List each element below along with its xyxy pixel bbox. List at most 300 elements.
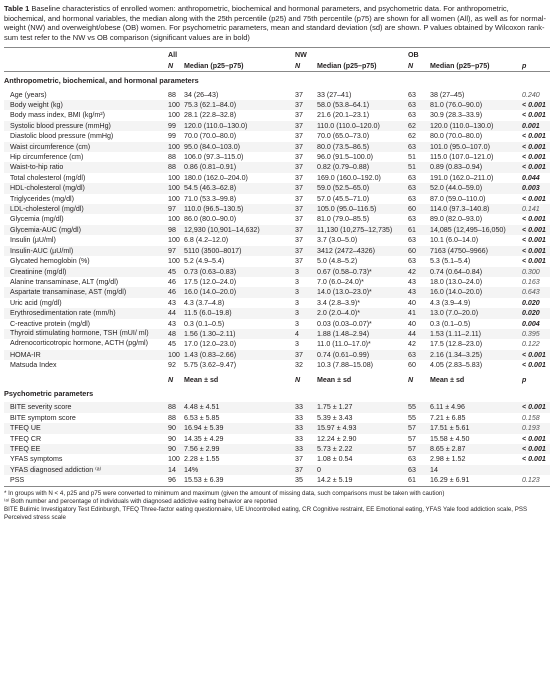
n-nw: 4 [295,329,317,339]
p-value: < 0.001 [522,132,546,141]
value-nw: 110.0 (110.0–120.0) [317,121,408,131]
parameter-name: TFEQ UE [4,423,168,433]
parameter-name: Body weight (kg) [4,100,168,110]
parameter-name: Matsuda Index [10,361,57,370]
n-ob: 60 [408,361,416,370]
mean-sd-header: Mean ± sd [317,375,352,384]
p-value: < 0.001 [522,225,550,235]
n-nw: 37 [295,194,303,203]
table-row [4,256,550,266]
n-ob: 55 [408,413,416,422]
p-value: 0.020 [522,308,550,318]
p-value [522,465,550,475]
value-all: 14% [184,465,295,475]
n-ob: 63 [408,90,416,99]
parameter-name: Thyroid stimulating hormone, TSH (mUI/ ml) [4,329,168,339]
value-nw: 7.0 (6.0–24.0)* [317,277,364,286]
n-ob: 55 [408,402,430,412]
value-ob: 1.53 (1.11–2.11) [430,329,522,339]
table-row [4,142,550,152]
n-ob: 42 [408,267,430,277]
value-nw: 10.3 (7.88–15.08) [317,361,374,370]
n-ob: 57 [408,444,430,454]
value-nw: 0.82 (0.79–0.88) [317,162,408,172]
value-ob: 0.74 (0.64–0.84) [430,267,522,277]
n-all: 46 [168,287,184,297]
n-header: N [168,61,174,70]
n-ob: 63 [408,465,430,475]
median-header: Median (p25–p75) [430,61,490,70]
value-all: 180.0 (162.0–204.0) [184,173,248,182]
table-row [4,298,550,308]
value-all: 15.53 ± 6.39 [184,475,295,486]
value-all: 5.75 (3.62–9.47) [184,361,237,370]
parameter-name: Diastolic blood pressure (mmHg) [10,132,114,141]
value-nw: 57.0 (45.5–71.0) [317,194,370,203]
table-row [4,402,550,412]
parameter-name: Aspartate transaminase, AST (mg/dl) [4,287,168,297]
p-value: 0.004 [522,319,540,328]
value-ob: 4.3 (3.9–4.9) [430,298,471,307]
value-all: 71.0 (53.3–99.8) [184,194,237,203]
p-value: < 0.001 [522,402,550,412]
table-row [4,225,550,235]
p-value: < 0.001 [522,361,546,370]
value-all: 1.56 (1.30–2.11) [184,329,295,339]
p-value: 0.044 [522,173,540,182]
n-ob: 62 [408,121,430,131]
p-value: 0.001 [522,121,550,131]
n-all: 97 [168,246,184,256]
p-value: 0.020 [522,298,540,307]
n-ob: 63 [408,350,430,360]
table-row [4,319,550,329]
group-all-header: All [168,48,184,61]
table-row [4,413,550,423]
p-value: 0.158 [522,413,540,422]
parameter-name: Insulin-AUC (µU/ml) [4,246,168,256]
value-ob: 89.0 (82.0–93.0) [430,215,483,224]
n-nw: 3 [295,298,299,307]
value-ob: 2.16 (1.34–3.25) [430,350,522,360]
value-ob: 4.05 (2.83–5.83) [430,361,483,370]
parameter-name: Hip circumference (cm) [10,153,84,162]
value-all: 0.3 (0.1–0.5) [184,319,225,328]
p-value: < 0.001 [522,434,546,443]
n-all: 88 [168,162,184,172]
value-nw: 3.4 (2.8–3.9)* [317,298,360,307]
parameter-name: Adrenocorticotropic hormone, ACTH (pg/ml) [10,339,148,348]
table-row [4,454,550,464]
n-all: 90 [168,423,184,433]
n-ob: 63 [408,215,416,224]
n-ob: 63 [408,142,430,152]
section-title: Anthropometric, biochemical, and hormonal parameters [4,72,550,90]
p-value: 0.141 [522,204,550,214]
n-nw: 37 [295,465,317,475]
n-nw: 37 [295,215,303,224]
n-nw: 37 [295,162,317,172]
table-row [4,444,550,454]
n-ob: 60 [408,204,430,214]
n-all: 90 [168,444,184,454]
table-row [4,131,550,141]
value-all: 2.28 ± 1.55 [184,455,220,464]
table-row [4,173,550,183]
value-ob: 18.0 (13.0–24.0) [430,277,483,286]
parameter-name: Waist-to-hip ratio [4,162,168,172]
n-nw: 3 [295,308,317,318]
value-all: 120.0 (110.0–130.0) [184,121,295,131]
n-all: 100 [168,100,184,110]
value-ob: 16.0 (14.0–20.0) [430,287,522,297]
parameter-name: Insulin (µU/ml) [10,236,56,245]
n-nw: 33 [295,444,317,454]
value-ob: 7.21 ± 6.85 [430,413,466,422]
n-ob: 63 [408,100,430,110]
parameter-name: YFAS diagnosed addiction ⁽ᵃ⁾ [4,465,168,475]
p-value: < 0.001 [522,444,550,454]
n-ob: 40 [408,298,416,307]
n-nw: 33 [295,434,303,443]
value-all: 28.1 (22.8–32.8) [184,111,237,120]
value-nw: 2.0 (2.0–4.0)* [317,308,408,318]
parameter-name: Glycemia (mg/dl) [10,215,64,224]
parameter-name: C-reactive protein (mg/dl) [10,319,91,328]
value-ob: 0.3 (0.1–0.5) [430,319,471,328]
value-ob: 5.3 (5.1–5.4) [430,257,471,266]
n-all: 88 [168,153,176,162]
p-value: < 0.001 [522,153,546,162]
value-ob: 15.58 ± 4.50 [430,434,470,443]
table-row [4,434,550,444]
value-all: 106.0 (97.3–115.0) [184,153,244,162]
n-nw: 33 [295,413,303,422]
p-value: < 0.001 [522,100,550,110]
table-row [4,121,550,131]
p-header: p [522,375,527,384]
value-ob: 30.9 (28.3–33.9) [430,111,483,120]
value-ob: 52.0 (44.0–59.0) [430,183,522,193]
section-title: Psychometric parameters [4,388,94,398]
n-nw: 37 [295,90,303,99]
n-ob: 61 [408,225,430,235]
value-nw: 5.39 ± 3.43 [317,413,353,422]
value-all: 95.0 (84.0–103.0) [184,142,295,152]
value-all: 12,930 (10,901–14,632) [184,225,295,235]
n-nw: 33 [295,423,317,433]
n-header: N [295,61,301,70]
n-ob: 63 [408,455,416,464]
n-nw: 37 [295,132,303,141]
table-row [4,162,550,172]
n-nw: 35 [295,475,317,486]
value-ob: 7163 (4750–9966) [430,246,522,256]
value-all: 6.53 ± 5.85 [184,413,220,422]
n-all: 92 [168,361,176,370]
n-ob: 44 [408,329,430,339]
table-row [4,339,550,349]
n-all: 100 [168,194,180,203]
column-header-row [4,61,550,72]
n-nw: 37 [295,183,317,193]
value-nw: 70.0 (65.0–73.0) [317,132,370,141]
p-value: < 0.001 [522,142,550,152]
n-nw: 33 [295,402,317,412]
table-row [4,267,550,277]
p-value: < 0.001 [522,215,546,224]
value-nw: 1.75 ± 1.27 [317,402,408,412]
n-ob: 63 [408,257,416,266]
value-nw: 5.73 ± 2.22 [317,444,408,454]
p-value: < 0.001 [522,350,550,360]
parameter-name: Age (years) [10,90,47,99]
table-row [4,329,550,339]
n-nw: 37 [295,225,317,235]
parameter-name: Glycemia-AUC (mg/dl) [4,225,168,235]
group-ob-header: OB [408,48,430,61]
parameter-name: Waist circumference (cm) [4,142,168,152]
value-nw: 0.67 (0.58–0.73)* [317,267,408,277]
n-ob: 63 [408,183,430,193]
n-ob: 57 [408,434,416,443]
n-nw: 3 [295,340,299,349]
table-row [4,110,550,120]
value-nw: 81.0 (79.0–85.5) [317,215,370,224]
table-row [4,183,550,193]
table-body [4,48,550,486]
n-header: N [295,375,301,384]
value-all: 16.94 ± 5.39 [184,423,295,433]
p-value: 0.003 [522,183,550,193]
value-all: 17.5 (12.0–24.0) [184,277,237,286]
value-ob: 6.11 ± 4.96 [430,402,522,412]
value-all: 14.35 ± 4.29 [184,434,224,443]
value-ob: 101.0 (95.0–107.0) [430,142,522,152]
n-all: 100 [168,111,180,120]
value-all: 17.0 (12.0–23.0) [184,340,237,349]
n-ob: 63 [408,173,416,182]
value-nw: 21.6 (20.1–23.1) [317,111,370,120]
table-row [4,475,550,486]
parameter-name: TFEQ EE [4,444,168,454]
parameter-name: HOMA-IR [4,350,168,360]
n-all: 88 [168,402,184,412]
parameter-name: LDL-cholesterol (mg/dl) [4,204,168,214]
n-ob: 43 [408,287,430,297]
value-nw: 0 [317,465,408,475]
parameter-name: BITE symptom score [10,413,76,422]
table-row [4,350,550,360]
value-all: 110.0 (96.5–130.5) [184,204,295,214]
mean-sd-header: Mean ± sd [430,375,465,384]
n-all: 45 [168,340,176,349]
value-nw: 14.2 ± 5.19 [317,475,408,486]
value-ob: 13.0 (7.0–20.0) [430,308,522,318]
value-nw: 12.24 ± 2.90 [317,434,357,443]
n-all: 88 [168,413,176,422]
value-all: 0.73 (0.63–0.83) [184,267,295,277]
parameter-name: Glycated hemoglobin (%) [10,257,90,266]
n-ob: 40 [408,319,416,328]
n-ob: 43 [408,277,416,286]
p-value: 0.122 [522,340,540,349]
median-header: Median (p25–p75) [317,61,377,70]
n-all: 100 [168,257,180,266]
table-row [4,287,550,297]
value-all: 4.48 ± 4.51 [184,402,295,412]
value-ob: 2.98 ± 1.52 [430,455,466,464]
value-nw: 105.0 (95.0–116.5) [317,204,408,214]
footnote-a: ⁽ᵃ⁾ Both number and percentage of individuals with diagnosed addictive eating behavior are reported [4,497,278,505]
value-nw: 11,130 (10,275–12,735) [317,225,408,235]
parameter-name: Uric acid (mg/dl) [10,298,62,307]
p-value: < 0.001 [522,455,546,464]
value-ob: 80.0 (70.0–80.0) [430,132,483,141]
n-all: 100 [168,142,184,152]
n-nw: 3 [295,267,317,277]
n-nw: 32 [295,361,303,370]
n-all: 46 [168,277,176,286]
value-ob: 81.0 (76.0–90.0) [430,100,522,110]
n-nw: 37 [295,111,303,120]
table-row [4,308,550,318]
n-all: 97 [168,204,184,214]
value-nw: 11.0 (11.0–17.0)* [317,340,371,349]
value-ob: 8.65 ± 2.87 [430,444,522,454]
n-nw: 3 [295,277,299,286]
p-value: < 0.001 [522,194,546,203]
value-all: 54.5 (46.3–62.8) [184,183,295,193]
n-nw: 37 [295,246,317,256]
parameter-name: Creatinine (mg/dl) [4,267,168,277]
n-all: 96 [168,475,184,486]
table-row [4,90,550,100]
table-row [4,423,550,433]
value-all: 70.0 (70.0–80.0) [184,132,237,141]
table-row [4,214,550,224]
table-caption [4,0,550,47]
n-ob: 63 [408,236,416,245]
parameter-name: Erythrosedimentation rate (mm/h) [4,308,168,318]
parameter-name: TFEQ CR [10,434,42,443]
n-ob: 51 [408,162,430,172]
n-nw: 3 [295,287,317,297]
parameter-name: BITE severity score [4,402,168,412]
p-value: < 0.001 [522,236,546,245]
n-ob: 62 [408,132,416,141]
p-value: < 0.001 [522,246,550,256]
table-row [4,465,550,475]
n-ob: 63 [408,194,416,203]
n-nw: 37 [295,257,303,266]
n-all: 44 [168,308,184,318]
value-ob: 0.89 (0.83–0.94) [430,162,522,172]
n-all: 99 [168,132,176,141]
n-header: N [408,375,414,384]
baseline-characteristics-table [4,47,550,486]
n-all: 43 [168,319,176,328]
value-nw: 1.88 (1.48–2.94) [317,329,408,339]
value-ob: 115.0 (107.0–121.0) [430,153,494,162]
value-ob: 16.29 ± 6.91 [430,475,522,486]
table-row [4,246,550,256]
value-nw: 59.0 (52.5–65.0) [317,183,408,193]
n-all: 45 [168,267,184,277]
n-all: 99 [168,121,184,131]
n-ob: 60 [408,246,430,256]
p-value: 0.240 [522,90,540,99]
value-nw: 3412 (2472–4326) [317,246,408,256]
table-row [4,152,550,162]
table-row [4,100,550,110]
n-nw: 37 [295,455,303,464]
value-nw: 33 (27–41) [317,90,352,99]
value-all: 16.0 (14.0–20.0) [184,287,295,297]
n-all: 14 [168,465,184,475]
value-ob: 87.0 (59.0–110.0) [430,194,486,203]
n-all: 48 [168,329,184,339]
section-header-row [4,72,550,90]
parameter-name: HDL-cholesterol (mg/dl) [4,183,168,193]
n-all: 100 [168,350,184,360]
n-all: 100 [168,236,180,245]
value-nw: 80.0 (73.5–86.5) [317,142,408,152]
n-all: 100 [168,455,180,464]
median-header: Median (p25–p75) [184,61,244,70]
parameter-name: Systolic blood pressure (mmHg) [4,121,168,131]
value-all: 5110 (3500–8017) [184,246,295,256]
mean-sd-header: Mean ± sd [184,375,219,384]
value-nw: 5.0 (4.8–5.2) [317,257,358,266]
value-ob: 114.0 (97.3–140.8) [430,204,522,214]
value-nw: 15.97 ± 4.93 [317,423,408,433]
value-ob: 17.5 (12.8–23.0) [430,340,483,349]
value-all: 11.5 (6.0–19.8) [184,308,295,318]
group-header-row [4,48,550,61]
parameter-name: YFAS symptoms [10,455,63,464]
n-all: 98 [168,225,184,235]
n-ob: 57 [408,423,430,433]
value-all: 86.0 (80.0–90.0) [184,215,237,224]
p-value: 0.193 [522,423,550,433]
value-nw: 169.0 (160.0–192.0) [317,173,381,182]
value-ob: 120.0 (110.0–130.0) [430,121,522,131]
p-value: 0.123 [522,475,550,486]
footnote-abbreviations: BITE Bulimic Investigatory Test Edinburgh, TFEQ Three-factor eating questionnaire, UE Uncontrolled eating, CR Cognitive restraint, EE Emotional eating, YFAS Yale food addiction scale, PSS Perceived stress scale [4,506,528,522]
n-ob: 51 [408,153,416,162]
footnote-asterisk: * In groups with N < 4, p25 and p75 were converted to minimum and maximum (given the amount of missing data, such comparisons must be taken with caution) [4,489,445,497]
n-nw: 37 [295,173,303,182]
value-ob: 38 (27–45) [430,90,465,99]
n-ob: 42 [408,340,416,349]
group-nw-header: NW [295,48,317,61]
psychometric-column-header-row [4,371,550,385]
n-ob: 41 [408,308,430,318]
value-all: 0.86 (0.81–0.91) [184,162,295,172]
value-ob: 191.0 (162.0–211.0) [430,173,494,182]
n-nw: 3 [295,319,299,328]
n-nw: 37 [295,153,303,162]
n-header: N [168,375,174,384]
value-all: 7.56 ± 2.99 [184,444,295,454]
parameter-name: Body mass index, BMI (kg/m²) [10,111,106,120]
value-nw: 96.0 (91.5–100.0) [317,153,374,162]
value-nw: 0.74 (0.61–0.99) [317,350,408,360]
value-all: 75.3 (62.1–84.0) [184,100,295,110]
p-value: 0.395 [522,329,550,339]
parameter-name: Total cholesterol (mg/dl) [10,173,86,182]
